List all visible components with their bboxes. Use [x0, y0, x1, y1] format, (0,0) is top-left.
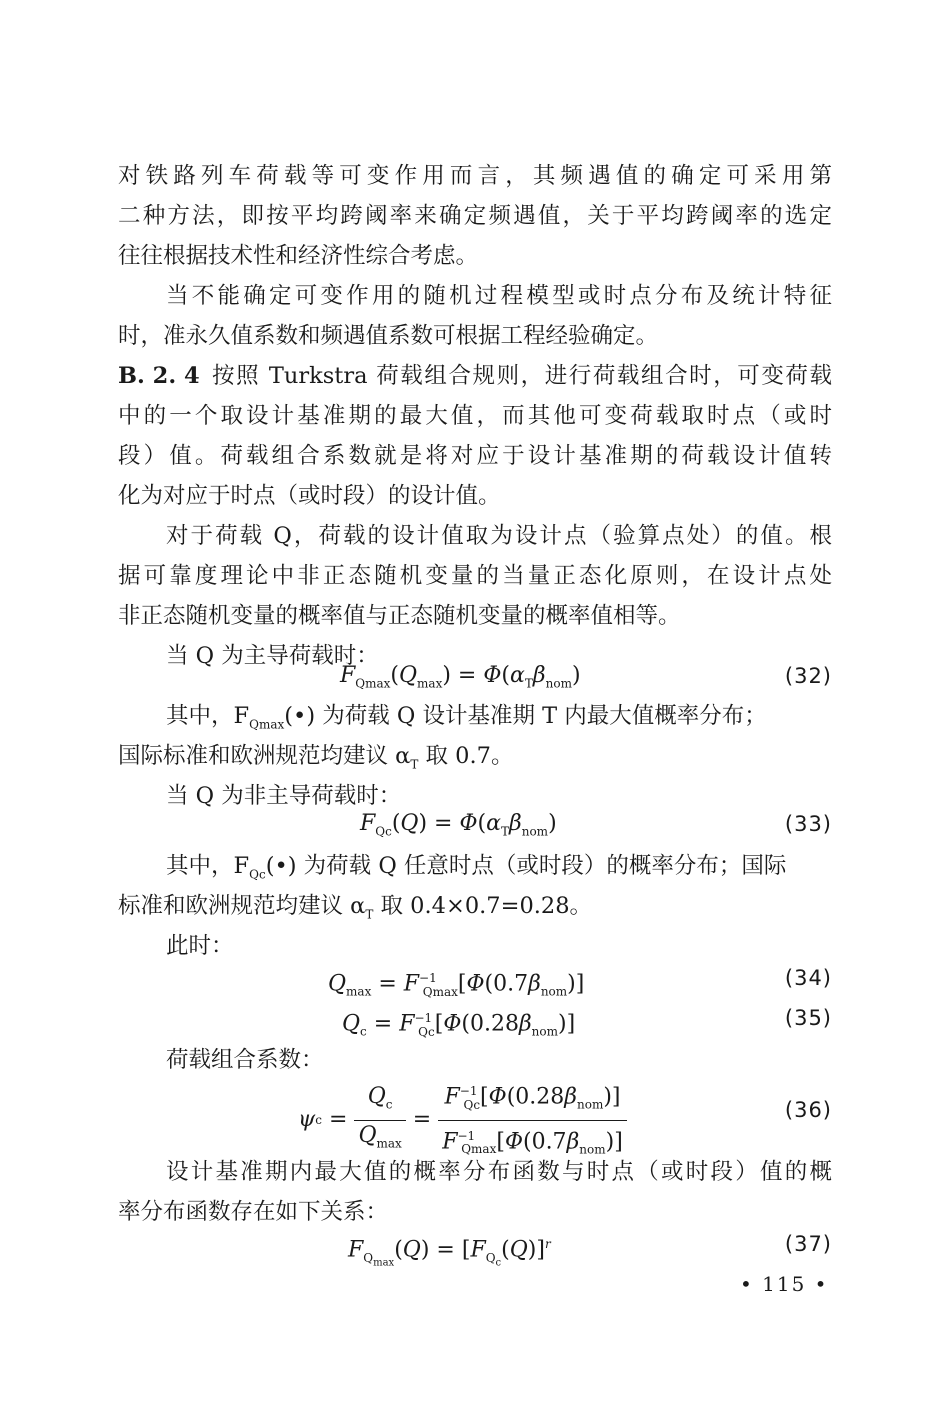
where1-part-a: 其中，F [166, 703, 250, 729]
para3-line1: 对于荷载 Q，荷载的设计值取为设计点（验算点处）的值。根 [166, 523, 832, 549]
where1-line2: 国际标准和欧洲规范均建议 $\alpha_T$ 取 0.7。 [118, 743, 514, 772]
b24-line1: 按照 Turkstra 荷载组合规则，进行荷载组合时，可变荷载 [212, 363, 832, 389]
para4-line1: 设计基准期内最大值的概率分布函数与时点（或时段）值的概 [166, 1159, 832, 1185]
equation-33: $F_{Qc}(Q) = \Phi(\alpha_T\beta_{nom})$ [360, 811, 557, 839]
equation-34: $Q_{max} = F^{-1}_{Qmax}[\Phi(0.7\beta_{nom})]$ [328, 971, 585, 999]
where1-part-d: 取 0.7。 [418, 743, 514, 769]
equation-number-34: (34) [784, 966, 832, 990]
where1-part-b: (•) 为荷载 Q 设计基准期 T 内最大值概率分布； [284, 703, 767, 729]
equation-number-33: (33) [784, 812, 832, 836]
where2-part-b: (•) 为荷载 Q 任意时点（或时段）的概率分布；国际 [265, 853, 787, 879]
when-nonmain-label: 当 Q 为非主导荷载时： [166, 783, 402, 809]
para4-line2: 率分布函数存在如下关系： [118, 1199, 389, 1225]
equation-36: ψc = $\frac{Q_c}{Q_{max}}$ = $\frac{F^{-1}_{Qc}[\Phi(0.28\beta_{nom})]}{F^{-1}_{Qmax}[\Phi(0.7\beta_{nom})]}$ [298, 1078, 627, 1162]
fraction-inverse-cdf: $\frac{F^{-1}_{Qc}[\Phi(0.28\beta_{nom})]}{F^{-1}_{Qmax}[\Phi(0.7\beta_{nom})]}$ [438, 1078, 627, 1162]
where2-part-d: 取 0.4×0.7=0.28。 [373, 893, 593, 919]
equation-number-32: (32) [784, 664, 832, 688]
b24-line3: 段）值。荷载组合系数就是将对应于设计基准期的荷载设计值转 [118, 443, 832, 469]
para1-line3: 往往根据技术性和经济性综合考虑。 [118, 243, 479, 269]
coef-label: 荷载组合系数： [166, 1047, 324, 1073]
where1-line1: 其中，$F_{Qmax}(•)$ 为荷载 Q 设计基准期 T 内最大值概率分布； [166, 703, 767, 732]
section-number: B. 2. 4 [118, 363, 200, 389]
fraction-qc-qmax: $\frac{Q_c}{Q_{max}}$ [354, 1084, 405, 1156]
para2-line2: 时，准永久值系数和频遇值系数可根据工程经验确定。 [118, 323, 659, 349]
when-main-label: 当 Q 为主导荷载时： [166, 643, 379, 669]
where2-line2: 标准和欧洲规范均建议 $\alpha_T$ 取 0.4×0.7=0.28。 [118, 893, 593, 922]
b24-line4: 化为对应于时点（或时段）的设计值。 [118, 483, 501, 509]
equation-35: $Q_c = F^{-1}_{Qc}[\Phi(0.28\beta_{nom})]$ [342, 1011, 576, 1039]
para3-line2: 据可靠度理论中非正态随机变量的当量正态化原则，在设计点处 [118, 563, 832, 589]
equation-number-37: (37) [784, 1232, 832, 1256]
where2-line1: 其中，$F_{Qc}(•)$ 为荷载 Q 任意时点（或时段）的概率分布；国际 [166, 853, 787, 882]
para3-line3: 非正态随机变量的概率值与正态随机变量的概率值相等。 [118, 603, 681, 629]
para2-line1: 当不能确定可变作用的随机过程模型或时点分布及统计特征 [166, 283, 832, 309]
equation-32: $F_{Qmax}(Q_{max}) = \Phi(\alpha_T\beta_{nom})$ [340, 663, 581, 691]
page-number: • 115 • [740, 1272, 829, 1296]
section-b24-label [118, 356, 200, 396]
now-label: 此时： [166, 933, 234, 959]
para1-line2: 二种方法，即按平均跨阈率来确定频遇值，关于平均跨阈率的选定 [118, 203, 832, 229]
where2-part-a: 其中，F [166, 853, 250, 879]
where1-part-c: 国际标准和欧洲规范均建议 α [118, 743, 411, 769]
b24-line2: 中的一个取设计基准期的最大值，而其他可变荷载取时点（或时 [118, 403, 832, 429]
where2-part-c: 标准和欧洲规范均建议 α [118, 893, 366, 919]
para1-line1: 对铁路列车荷载等可变作用而言，其频遇值的确定可采用第 [118, 163, 832, 189]
equation-number-35: (35) [784, 1006, 832, 1030]
equation-37: $F_{Q_{max}}(Q) = [F_{Q_c}(Q)]^r$ [348, 1237, 551, 1269]
equation-number-36: (36) [784, 1098, 832, 1122]
